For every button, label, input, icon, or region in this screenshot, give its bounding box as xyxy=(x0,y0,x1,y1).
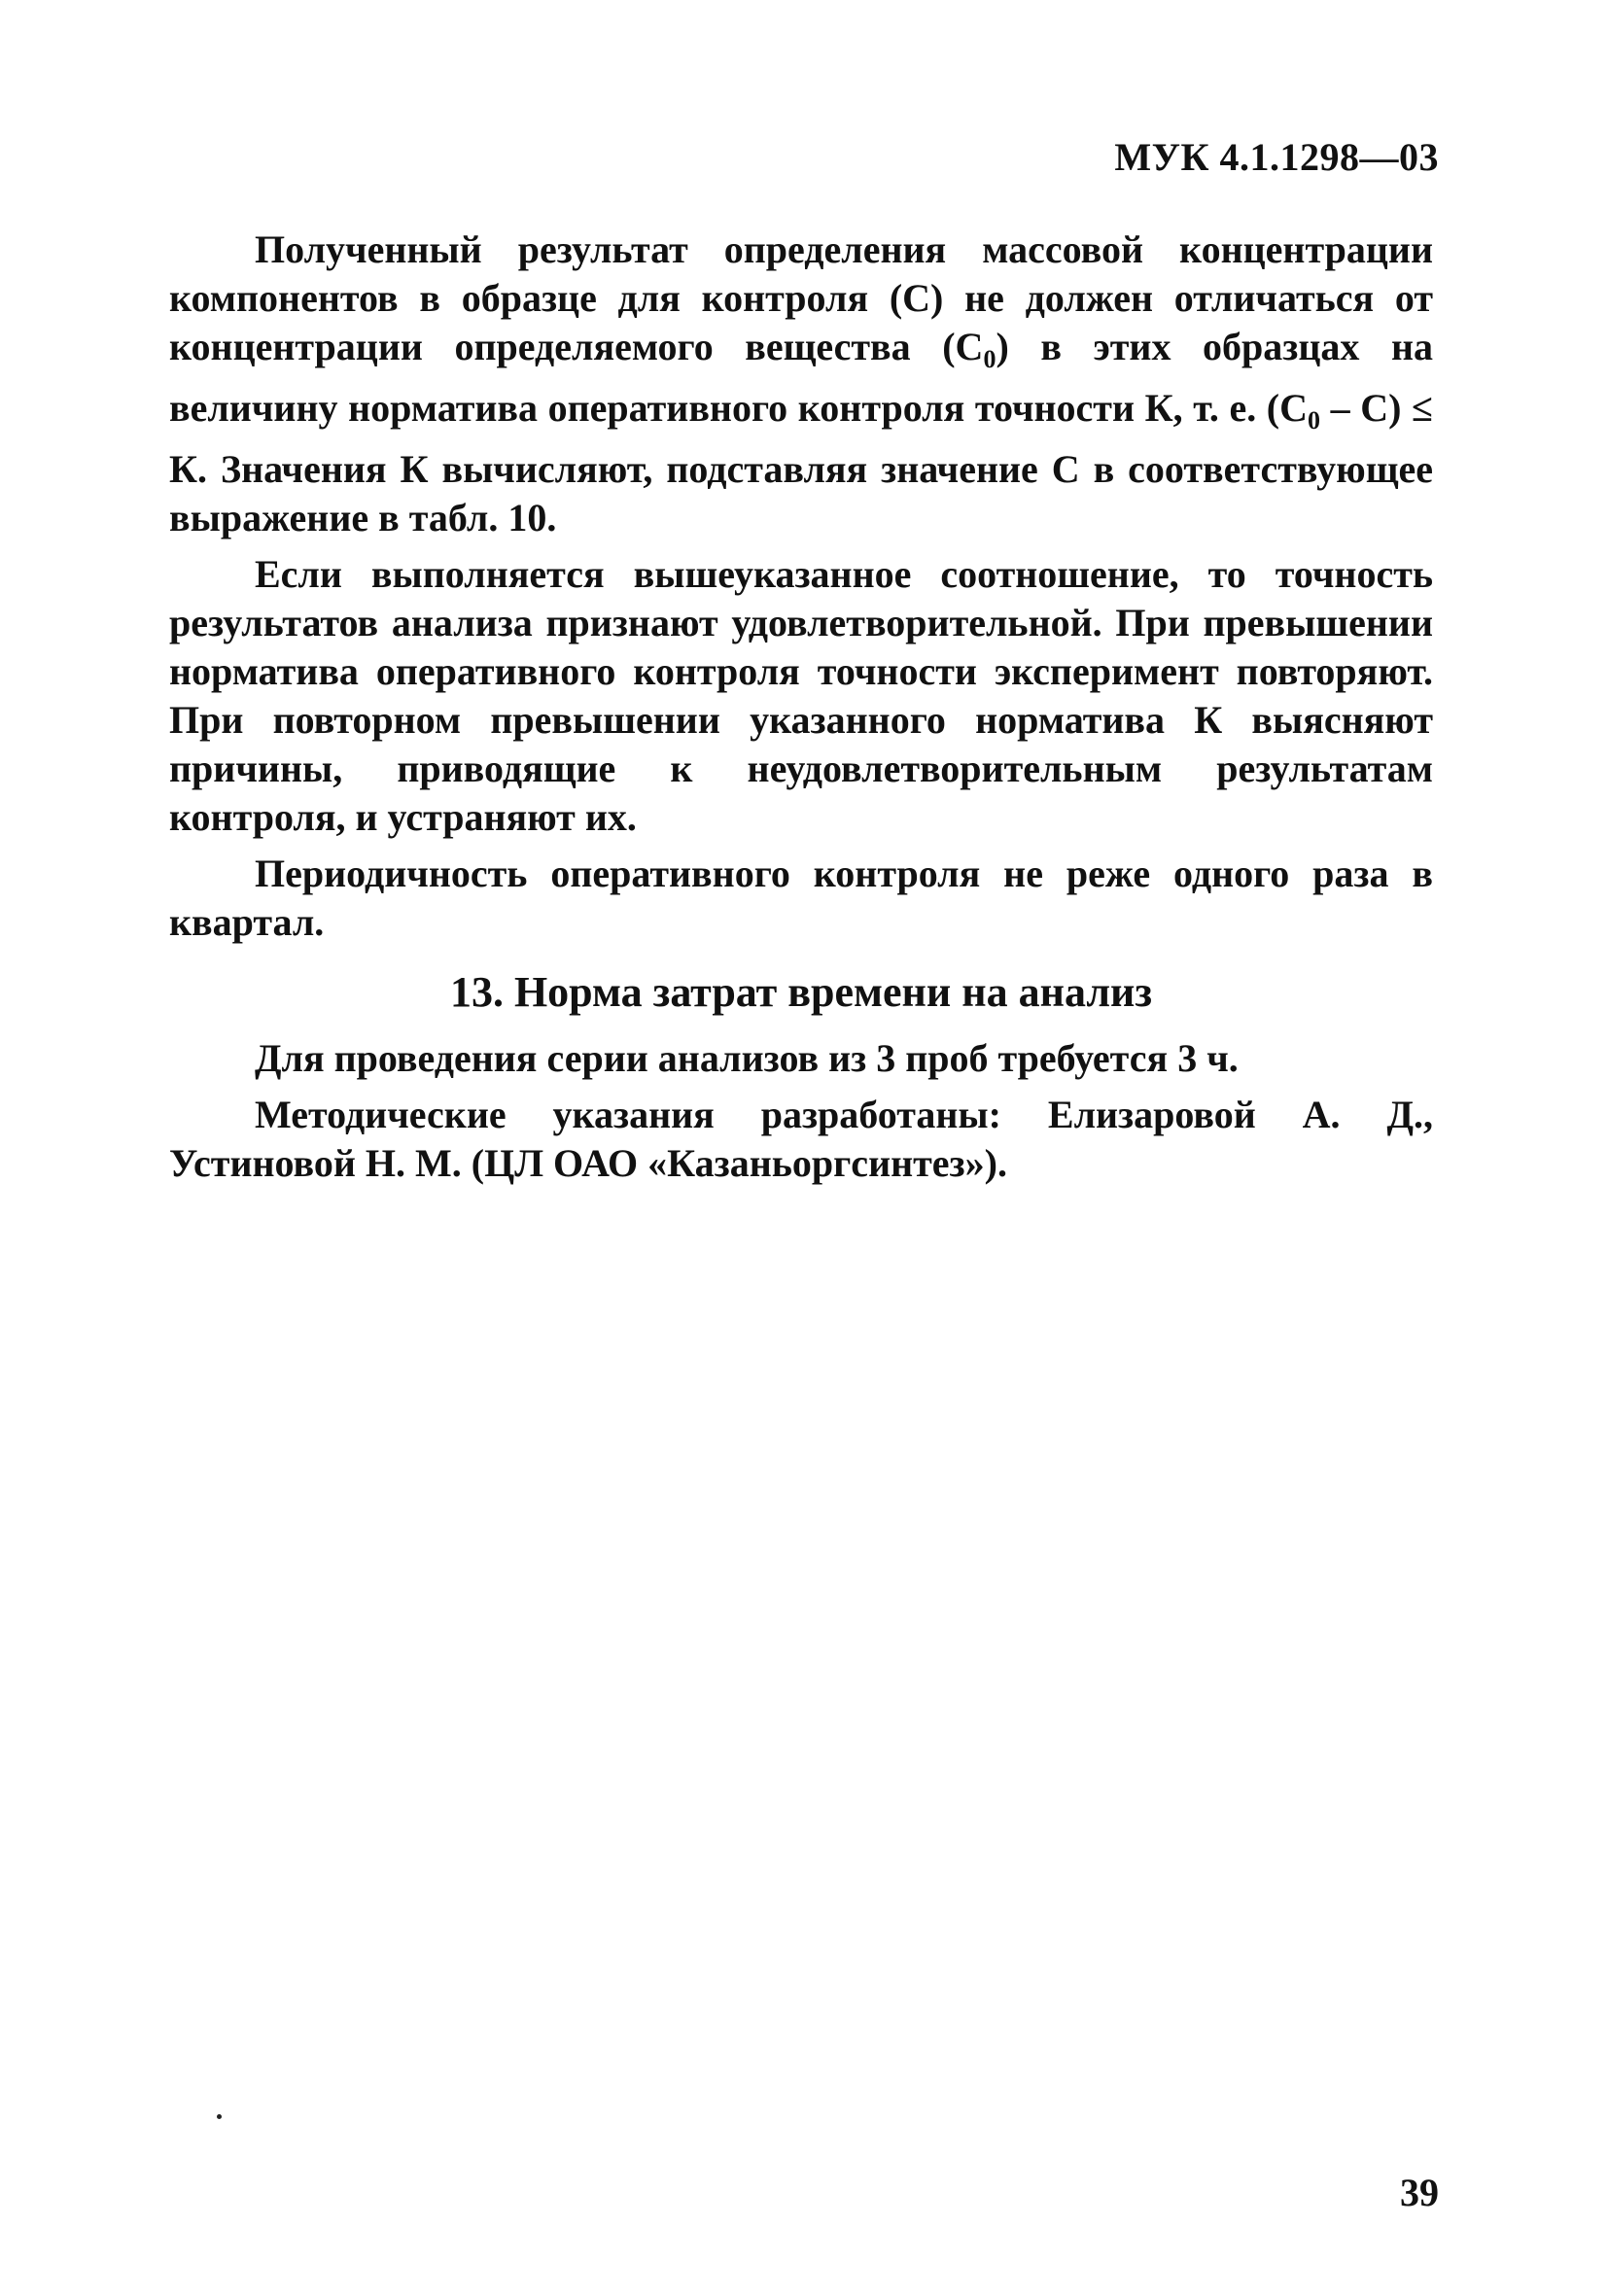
scan-dot-mark xyxy=(217,2114,222,2119)
section-heading: 13. Норма затрат времени на анализ xyxy=(449,968,1153,1016)
subscript: 0 xyxy=(983,345,996,373)
document-body xyxy=(169,226,1433,1196)
paragraph-text: – С) ≤ К. Значения К вычисляют, подставляя значение С в соответствующее выражение в табл. 10. xyxy=(169,386,1433,539)
document-code-header: МУК 4.1.1298—03 xyxy=(1114,135,1439,179)
paragraph-periodicity: Периодичность оперативного контроля не реже одного раза в квартал. xyxy=(169,852,1433,944)
paragraph-authors: Методические указания разработаны: Елизаровой А. Д., Устиновой Н. М. (ЦЛ ОАО «Казаньоргсинтез»). xyxy=(169,1093,1433,1185)
paragraph-accuracy-assessment: Если выполняется вышеуказанное соотношение, то точность результатов анализа признают удовлетворительной. При превышении норматива оперативного контроля точности эксперимент повторяют. При повторном превышении указанного норматива К выясняют причины, приводящие к неудовлетворительным результатам контроля, и устраняют их. xyxy=(169,552,1433,839)
page-number: 39 xyxy=(1400,2171,1439,2214)
paragraph-text: ) в этих образцах на величину норматива оперативного контроля точности К, т. е. (С xyxy=(169,325,1433,430)
subscript: 0 xyxy=(1308,406,1321,435)
paragraph-control-result xyxy=(169,226,1433,542)
paragraph-time-norm: Для проведения серии анализов из 3 проб требуется 3 ч. xyxy=(255,1036,1239,1080)
paragraph-text: Полученный результат определения массовой концентрации компонентов в образце для контроля (С) не должен отличаться от концентрации определяемого вещества (С xyxy=(169,227,1433,368)
